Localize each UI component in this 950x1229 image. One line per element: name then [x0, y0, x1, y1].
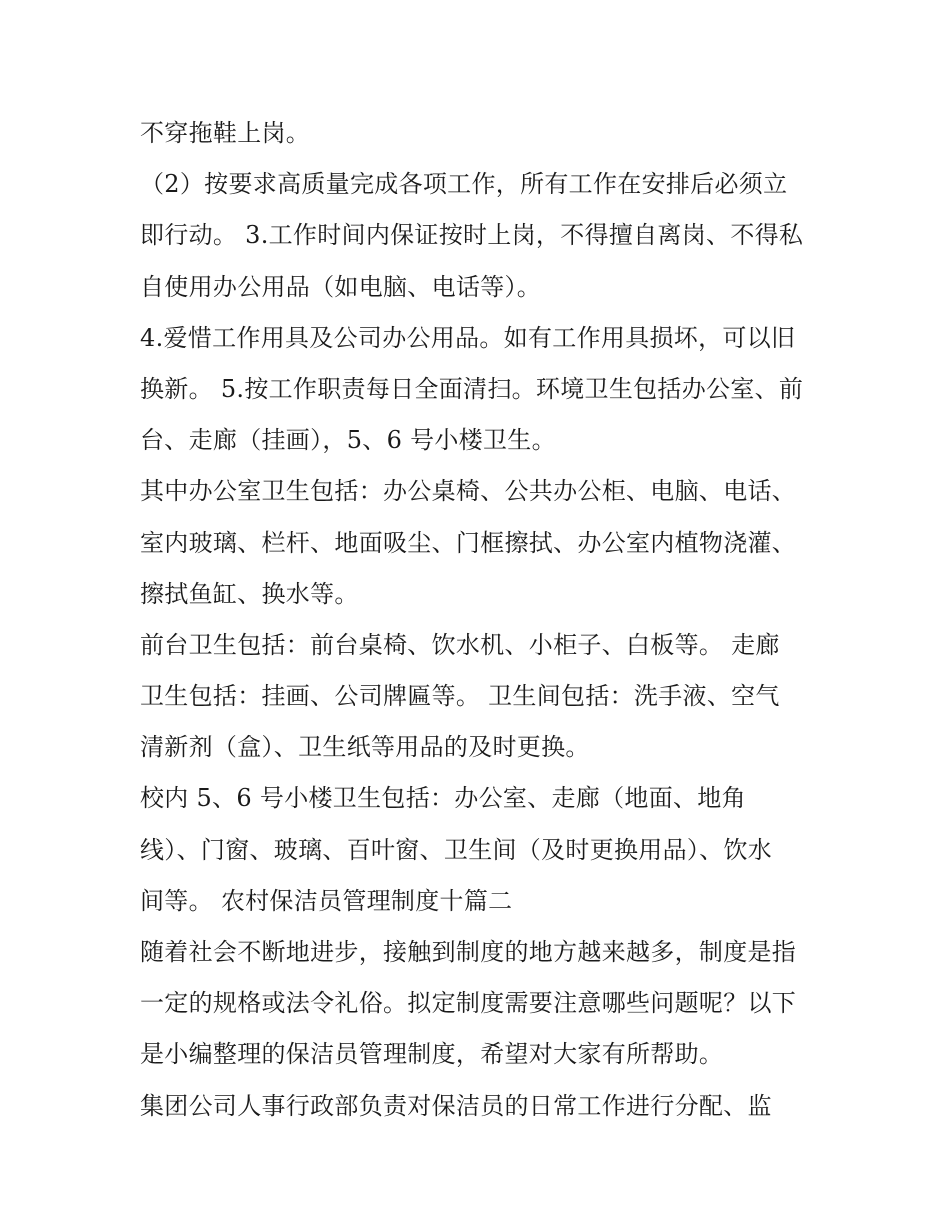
text-line: 换新。 5.按工作职责每日全面清扫。环境卫生包括办公室、前: [140, 374, 804, 403]
document-body: [140, 108, 820, 1132]
text-line: 清新剂（盒）、卫生纸等用品的及时更换。: [140, 733, 590, 762]
text-line: 前台卫生包括：前台桌椅、饮水机、小柜子、白板等。 走廊: [140, 630, 780, 659]
text-line: 一定的规格或法令礼俗。拟定制度需要注意哪些问题呢？以下: [140, 989, 797, 1018]
text-line: 4.爱惜工作用具及公司办公用品。如有工作用具损坏，可以旧: [140, 323, 796, 352]
text-line: 是小编整理的保洁员管理制度，希望对大家有所帮助。: [140, 1040, 724, 1069]
text-line: 其中办公室卫生包括：办公桌椅、公共办公柜、电脑、电话、: [140, 477, 797, 506]
text-line: 即行动。 3.工作时间内保证按时上岗，不得擅自离岗、不得私: [140, 221, 804, 250]
text-line: 室内玻璃、栏杆、地面吸尘、门框擦拭、办公室内植物浇灌、: [140, 528, 797, 557]
text-line: 台、走廊（挂画），5、6 号小楼卫生。: [140, 426, 556, 455]
text-line: 自使用办公用品（如电脑、电话等）。: [140, 272, 542, 301]
text-line: （2）按要求高质量完成各项工作，所有工作在安排后必须立: [140, 170, 788, 199]
text-line: 集团公司人事行政部负责对保洁员的日常工作进行分配、监: [140, 1091, 772, 1120]
text-line: 间等。 农村保洁员管理制度十篇二: [140, 886, 513, 915]
text-line: 擦拭鱼缸、换水等。: [140, 579, 359, 608]
text-line: 随着社会不断地进步，接触到制度的地方越来越多，制度是指: [140, 938, 797, 966]
text-line: 不穿拖鞋上岗。: [140, 119, 311, 147]
text-line: 卫生包括：挂画、公司牌匾等。 卫生间包括：洗手液、空气: [140, 682, 780, 711]
text-line: 校内 5、6 号小楼卫生包括：办公室、走廊（地面、地角: [140, 784, 746, 813]
text-line: 线）、门窗、玻璃、百叶窗、卫生间（及时更换用品）、饮水: [140, 835, 773, 864]
